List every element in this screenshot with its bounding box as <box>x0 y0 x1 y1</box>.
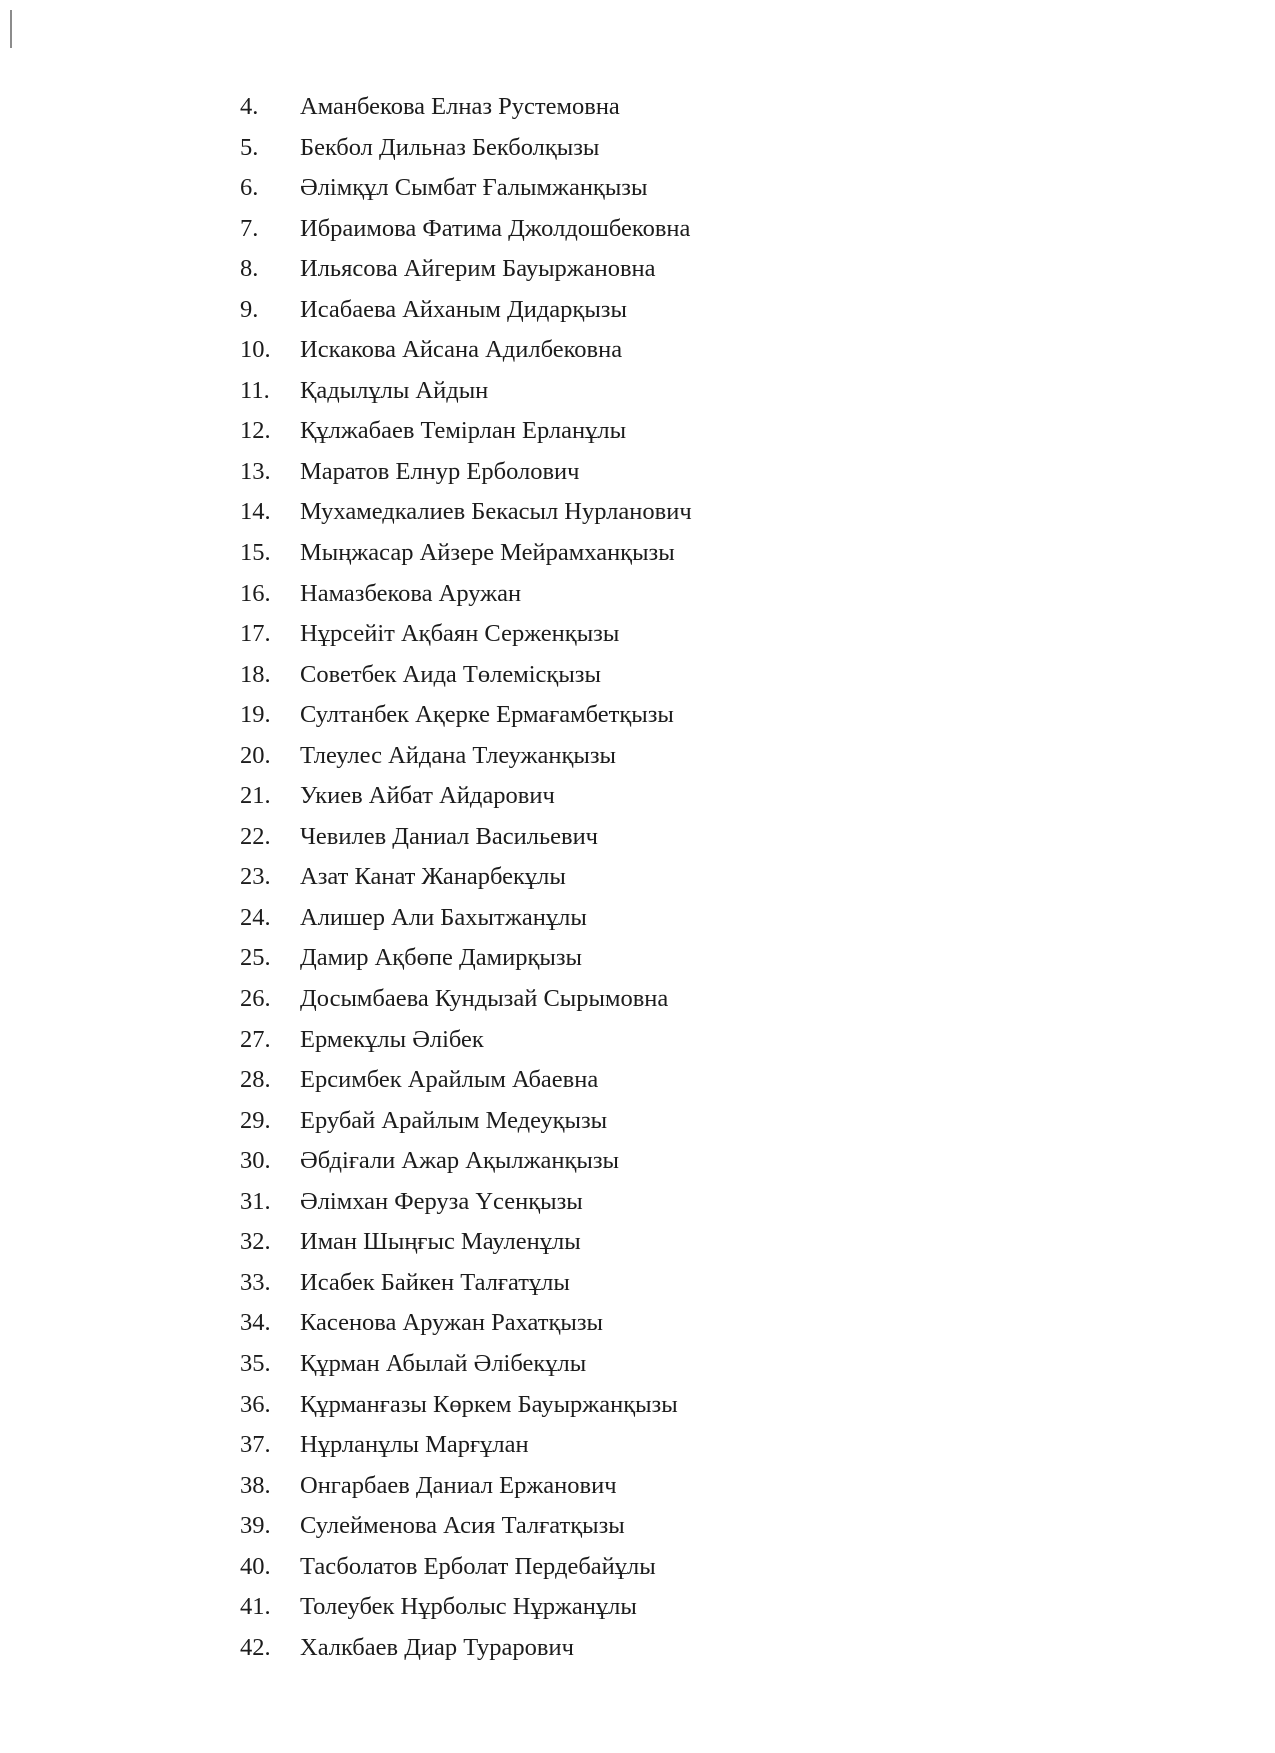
list-item-name: Султанбек Ақерке Ермағамбетқызы <box>300 701 674 729</box>
list-item-number: 20. <box>240 741 271 769</box>
list-item-name: Аманбекова Елназ Рустемовна <box>300 93 620 120</box>
list-item <box>240 1141 1000 1182</box>
list-item-name: Ермекұлы Әлібек <box>300 1025 484 1053</box>
list-item-name: Онгарбаев Даниал Ержанович <box>300 1471 617 1499</box>
list-item <box>240 1547 1000 1588</box>
list-item <box>240 1344 1000 1385</box>
list-item-name: Тлеулес Айдана Тлеужанқызы <box>300 741 616 769</box>
list-item-name: Халкбаев Диар Турарович <box>300 1633 574 1661</box>
list-item <box>240 371 1000 412</box>
list-item-number: 22. <box>240 822 271 850</box>
list-item-name: Әлімқұл Сымбат Ғалымжанқызы <box>300 174 648 202</box>
list-item <box>240 695 1000 736</box>
list-item <box>240 249 1000 290</box>
list-item-name: Намазбекова Аружан <box>300 579 522 607</box>
list-item <box>240 1506 1000 1547</box>
list-item-number: 9. <box>240 295 259 323</box>
list-item-number: 15. <box>240 539 271 567</box>
list-item <box>240 290 1000 331</box>
list-item <box>240 1385 1000 1426</box>
list-item-name: Мыңжасар Айзере Мейрамханқызы <box>300 539 675 567</box>
list-item-name: Ерсимбек Арайлым Абаевна <box>300 1066 599 1094</box>
list-item-name: Касенова Аружан Рахатқызы <box>300 1309 604 1337</box>
list-item-name: Исабаева Айханым Дидарқызы <box>300 295 627 323</box>
list-item-number: 18. <box>240 660 271 688</box>
list-item <box>240 168 1000 209</box>
list-item-name: Құрман Абылай Әлібекұлы <box>300 1349 587 1377</box>
list-item-number: 29. <box>240 1106 271 1134</box>
list-item <box>240 1628 1000 1669</box>
list-item-name: Досымбаева Кундызай Сырымовна <box>300 985 669 1013</box>
list-item-number: 41. <box>240 1593 271 1621</box>
list-item-number: 34. <box>240 1309 271 1337</box>
list-item <box>240 87 1000 128</box>
list-item <box>240 898 1000 939</box>
list-item <box>240 492 1000 533</box>
list-item <box>240 1222 1000 1263</box>
list-item-name: Советбек Аида Төлемісқызы <box>300 660 601 688</box>
list-item-number: 38. <box>240 1471 271 1499</box>
list-item-name: Маратов Елнур Ерболович <box>300 457 580 485</box>
list-item-number: 10. <box>240 336 271 364</box>
list-item <box>240 209 1000 250</box>
list-item-number: 27. <box>240 1025 271 1053</box>
list-item-number: 11. <box>240 376 270 404</box>
list-item <box>240 1466 1000 1507</box>
list-item-name: Чевилев Даниал Васильевич <box>300 822 598 850</box>
list-item-number: 33. <box>240 1268 271 1296</box>
list-item-name: Нұрланұлы Марғұлан <box>300 1431 529 1459</box>
list-item-number: 24. <box>240 903 271 931</box>
list-item-name: Қадылұлы Айдын <box>300 376 489 404</box>
list-item-number: 14. <box>240 498 271 526</box>
list-item-name: Әлімхан Феруза Үсенқызы <box>300 1187 583 1215</box>
list-item <box>240 128 1000 169</box>
list-item-number: 31. <box>240 1187 271 1215</box>
list-item <box>240 655 1000 696</box>
list-item <box>240 1263 1000 1304</box>
list-item <box>240 979 1000 1020</box>
list-item-name: Тасболатов Ерболат Пердебайұлы <box>300 1552 656 1580</box>
scan-edge-mark <box>10 10 12 48</box>
list-item-number: 4. <box>240 93 259 120</box>
list-item <box>240 1060 1000 1101</box>
list-item <box>240 574 1000 615</box>
list-item-number: 35. <box>240 1349 271 1377</box>
list-item-number: 12. <box>240 417 271 445</box>
list-item <box>240 736 1000 777</box>
list-item <box>240 817 1000 858</box>
list-item-number: 19. <box>240 701 271 729</box>
list-item-name: Азат Канат Жанарбекұлы <box>300 863 566 891</box>
list-item <box>240 452 1000 493</box>
list-item-number: 17. <box>240 620 271 648</box>
list-item-number: 8. <box>240 255 259 283</box>
list-item <box>240 1303 1000 1344</box>
list-item-name: Укиев Айбат Айдарович <box>300 782 555 810</box>
list-item-name: Дамир Ақбөпе Дамирқызы <box>300 944 582 972</box>
list-item-number: 42. <box>240 1633 271 1661</box>
list-item-number: 16. <box>240 579 271 607</box>
list-item-name: Ибраимова Фатима Джолдошбековна <box>300 214 691 242</box>
list-item <box>240 1020 1000 1061</box>
list-item <box>240 330 1000 371</box>
list-item-name: Сулейменова Асия Талғатқызы <box>300 1512 625 1540</box>
list-item-number: 13. <box>240 457 271 485</box>
list-item-name: Әбдіғали Ажар Ақылжанқызы <box>300 1147 619 1175</box>
list-item-number: 39. <box>240 1512 271 1540</box>
list-item-number: 30. <box>240 1147 271 1175</box>
list-item <box>240 411 1000 452</box>
list-item <box>240 938 1000 979</box>
list-item-name: Иман Шыңғыс Мауленұлы <box>300 1228 581 1256</box>
list-item-name: Искакова Айсана Адилбековна <box>300 336 623 364</box>
list-item <box>240 533 1000 574</box>
list-item-number: 21. <box>240 782 271 810</box>
list-item-name: Мухамедкалиев Бекасыл Нурланович <box>300 498 692 526</box>
list-item-number: 28. <box>240 1066 271 1094</box>
list-item-number: 32. <box>240 1228 271 1256</box>
list-item-number: 40. <box>240 1552 271 1580</box>
list-item-name: Толеубек Нұрболыс Нұржанұлы <box>300 1593 637 1621</box>
list-item-name: Құрманғазы Көркем Бауыржанқызы <box>300 1390 678 1418</box>
list-item <box>240 776 1000 817</box>
list-item-number: 6. <box>240 174 259 202</box>
list-item <box>240 614 1000 655</box>
list-item-number: 37. <box>240 1431 271 1459</box>
list-item-name: Бекбол Дильназ Бекболқызы <box>300 133 600 161</box>
list-item-number: 5. <box>240 133 259 161</box>
list-item <box>240 1425 1000 1466</box>
list-item <box>240 857 1000 898</box>
list-item-name: Ерубай Арайлым Медеуқызы <box>300 1106 608 1134</box>
list-item <box>240 1182 1000 1223</box>
list-item-name: Исабек Байкен Талғатұлы <box>300 1268 570 1296</box>
list-item-number: 25. <box>240 944 271 972</box>
list-item-number: 7. <box>240 214 259 242</box>
list-item <box>240 1101 1000 1142</box>
list-item-name: Алишер Али Бахытжанұлы <box>300 903 587 931</box>
list-item-number: 36. <box>240 1390 271 1418</box>
list-item-name: Құлжабаев Темірлан Ерланұлы <box>300 417 627 445</box>
student-name-list <box>240 87 1000 1668</box>
list-item-name: Нұрсейіт Ақбаян Серженқызы <box>300 620 620 648</box>
list-item-name: Ильясова Айгерим Бауыржановна <box>300 255 656 283</box>
list-item-number: 26. <box>240 985 271 1013</box>
list-item <box>240 1587 1000 1628</box>
list-item-number: 23. <box>240 863 271 891</box>
